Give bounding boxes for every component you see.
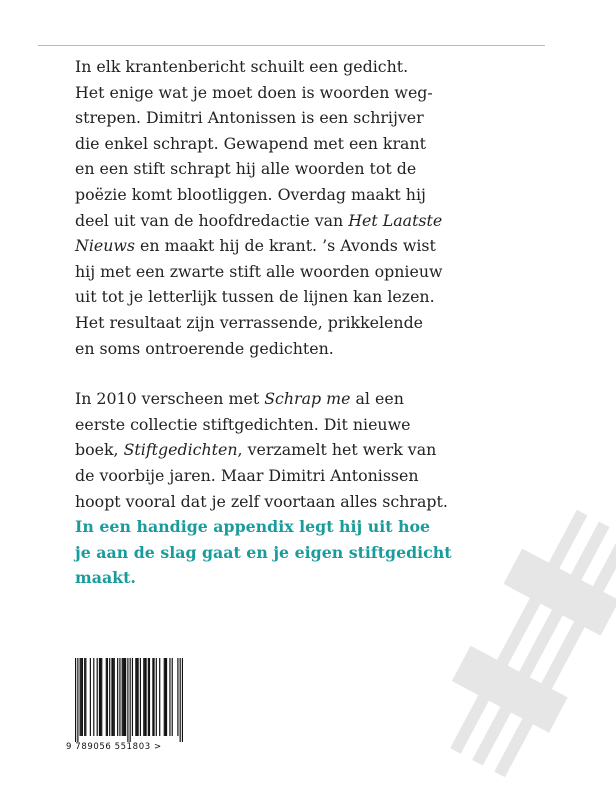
blurb-line: en een stift schrapt hij alle woorden tot de [75, 159, 417, 179]
barcode-bar [97, 658, 98, 736]
barcode-bar [182, 658, 183, 742]
barcode-bar [109, 658, 110, 736]
barcode-bar [77, 658, 78, 742]
blurb-line [75, 437, 545, 463]
top-divider [38, 45, 545, 46]
barcode-bar [144, 658, 145, 736]
barcode-bar [159, 658, 160, 736]
barcode-bar [130, 658, 131, 742]
blurb-line: uit tot je letterlijk tussen de lijnen kan lezen. [75, 287, 435, 307]
barcode-bar [93, 658, 94, 736]
highlight-line: In een handige appendix legt hij uit hoe [75, 517, 431, 537]
blurb-text: In 2010 verscheen met [75, 389, 265, 409]
barcode-bar [117, 658, 118, 736]
barcode-bar [100, 658, 101, 736]
barcode-bar [81, 658, 82, 736]
barcode-bar [132, 658, 133, 736]
barcode-bar [111, 658, 112, 736]
barcode-bar [169, 658, 170, 736]
barcode-bar [153, 658, 154, 736]
highlight-line: maakt. [75, 568, 136, 588]
book-title-italic: Stiftgedichten [123, 440, 238, 460]
blurb-text: al een [350, 389, 404, 409]
barcode-bar [90, 658, 91, 736]
blurb-paragraph-1 [75, 54, 545, 361]
barcode-bar [127, 658, 128, 742]
barcode-bar [145, 658, 146, 736]
barcode-bar [177, 658, 178, 736]
barcode-bar [122, 658, 123, 736]
newspaper-title-italic: Nieuws [75, 236, 136, 256]
barcode-bar [106, 658, 107, 736]
blurb-line: strepen. Dimitri Antonissen is een schrijver [75, 108, 424, 128]
blurb-line: In elk krantenbericht schuilt een gedicht. [75, 57, 409, 76]
barcode-bar [136, 658, 137, 736]
barcode-bar [135, 658, 136, 736]
barcode-bar [75, 658, 76, 742]
blurb-line: en soms ontroerende gedichten. [75, 338, 334, 358]
barcode-bar [82, 658, 83, 736]
barcode-bar [114, 658, 115, 736]
diagonal-watermark-logo-icon [425, 488, 616, 798]
blurb-line: hij met een zwarte stift alle woorden opnieuw [75, 261, 443, 281]
highlight-line: je aan de slag gaat en je eigen stiftgedicht [75, 542, 452, 562]
isbn-number: 9 789056 551803 > [66, 742, 162, 752]
barcode-bar [166, 658, 167, 736]
blurb-text: deel uit van de hoofdredactie van [75, 210, 349, 230]
barcode-bar [180, 658, 181, 742]
barcode-bar [99, 658, 100, 736]
blurb-line: die enkel schrapt. Gewapend met een krant [75, 133, 426, 153]
barcode-bar [152, 658, 153, 736]
barcode-bar [107, 658, 108, 736]
barcode-bar [172, 658, 173, 736]
barcode-bar [125, 658, 126, 736]
blurb-line: Het enige wat je moet doen is woorden weg- [75, 82, 433, 102]
blurb-text: en maakt hij de krant. ’s Avonds wist [135, 236, 436, 256]
barcode-bar [101, 658, 102, 736]
blurb-line: eerste collectie stiftgedichten. Dit nieuwe [75, 414, 411, 434]
blurb-line [75, 386, 545, 412]
book-title-italic: Schrap me [264, 389, 351, 409]
paragraph-gap [75, 361, 545, 386]
barcode-bar [140, 658, 141, 736]
barcode-bar [165, 658, 166, 736]
blurb-line: Het resultaat zijn verrassende, prikkelende [75, 312, 424, 332]
newspaper-title-italic: Het Laatste [348, 210, 443, 230]
barcode-bar [113, 658, 114, 736]
barcode-bars [75, 658, 183, 742]
barcode-bar [124, 658, 125, 736]
barcode-bar [156, 658, 157, 736]
barcode-bar [80, 658, 81, 736]
blurb-line: de voorbije jaren. Maar Dimitri Antonissen [75, 465, 419, 485]
barcode-bar [164, 658, 165, 736]
blurb-text: , verzamelt het werk van [237, 440, 437, 460]
barcode-bar [84, 658, 85, 736]
barcode-bar [119, 658, 120, 736]
barcode-bar [85, 658, 86, 736]
blurb-line [75, 233, 545, 259]
barcode-bar [138, 658, 139, 736]
blurb-line: poëzie komt blootliggen. Overdag maakt hij [75, 184, 426, 204]
barcode-bar [149, 658, 150, 736]
blurb-text: boek, [75, 440, 124, 460]
blurb-line: hoopt vooral dat je zelf voortaan alles schrapt. [75, 491, 448, 511]
blurb-line [75, 208, 545, 234]
barcode-bar [143, 658, 144, 736]
barcode-bar [123, 658, 124, 736]
barcode-bar [148, 658, 149, 736]
